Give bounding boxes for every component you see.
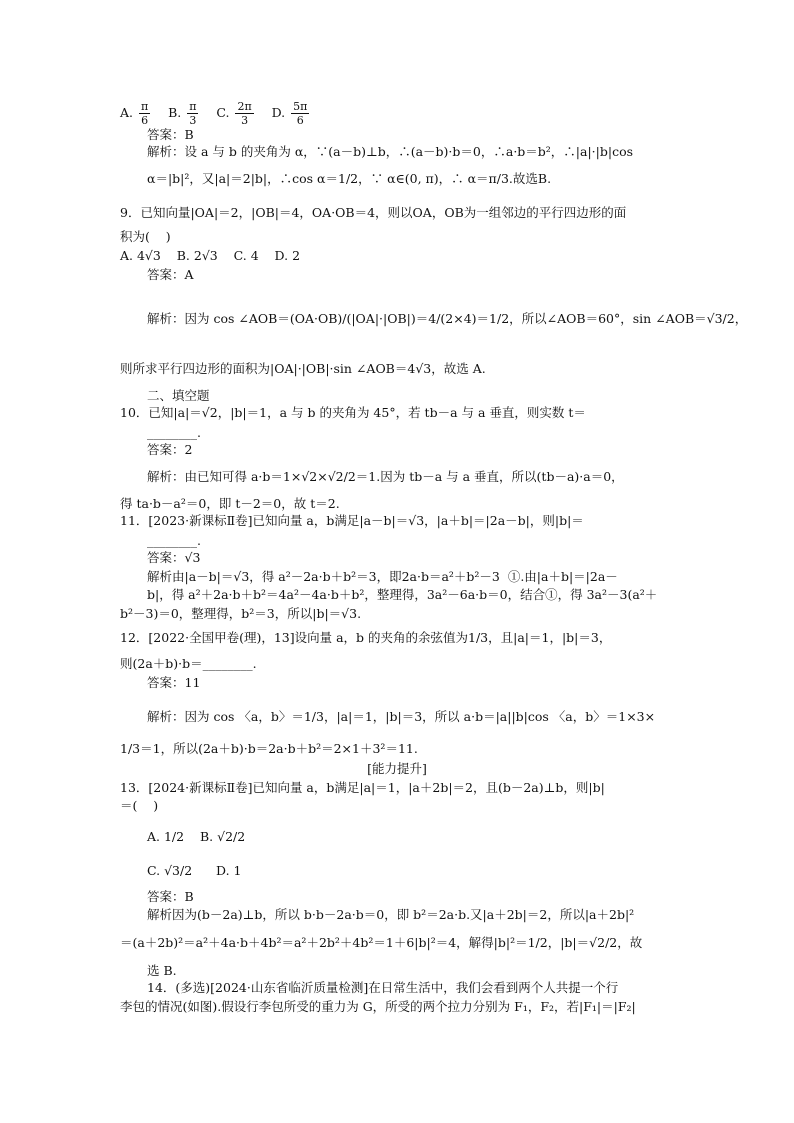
- text-line: b²－3)＝0，整理得，b²＝3，所以|b|＝√3.: [120, 606, 362, 621]
- text-line: A. 1/2 B. √2/2: [147, 829, 246, 844]
- text-line: 则所求平行四边形的面积为|OA|·|OB|·sin ∠AOB＝4√3，故选 A.: [120, 361, 486, 376]
- text-line: ________.: [147, 533, 201, 548]
- text-line: b|，得 a²＋2a·b＋b²＝4a²－4a·b＋b²，整理得，3a²－6a·b＝0，结合①，得 3a²－3(a²＋: [147, 587, 658, 602]
- text-line: 13．[2024·新课标Ⅱ卷]已知向量 a，b满足|a|＝1，|a＋2b|＝2，且(b－2a)⊥b，则|b|: [120, 780, 605, 795]
- text-line: 答案：B: [147, 889, 194, 904]
- text-line: α＝|b|²，又|a|＝2|b|，∴cos α＝1/2，∵ α∈(0, π)，∴ α＝π/3.故选B.: [147, 171, 552, 186]
- text-line: ＝(a＋2b)²＝a²＋4a·b＋4b²＝a²＋2b²＋4b²＝1＋6|b|²＝4，解得|b|²＝1/2，|b|＝√2/2，故: [120, 935, 643, 950]
- text-line: 解析：设 a 与 b 的夹角为 α，∵(a－b)⊥b，∴(a－b)·b＝0，∴a·b＝b²，∴|a|·|b|cos: [147, 144, 634, 159]
- text-line: 10．已知|a|＝√2，|b|＝1，a 与 b 的夹角为 45°，若 tb－a 与 a 垂直，则实数 t＝: [120, 405, 586, 420]
- text-line: 9．已知向量|OA|＝2，|OB|＝4，OA·OB＝4，则以OA，OB为一组邻边的平行四边形的面: [120, 205, 627, 220]
- text-line: 二、填空题: [147, 388, 210, 403]
- text-line: 李包的情况(如图).假设行李包所受的重力为 G，所受的两个拉力分别为 F₁，F₂，若|F₁|＝|F₂|: [120, 999, 636, 1014]
- text-line: 解析：因为 cos ∠AOB＝(OA·OB)/(|OA|·|OB|)＝4/(2×4)＝1/2，所以∠AOB＝60°，sin ∠AOB＝√3/2，: [147, 311, 748, 326]
- text-line: 答案：11: [147, 675, 201, 690]
- text-line: 1/3＝1，所以(2a＋b)·b＝2a·b＋b²＝2×1＋3²＝11.: [120, 741, 418, 756]
- text-line: 14．(多选)[2024·山东省临沂质量检测]在日常生活中，我们会看到两个人共提一个行: [147, 980, 619, 995]
- text-line: 答案：√3: [147, 550, 201, 565]
- text-line: 解析由|a－b|＝√3，得 a²－2a·b＋b²＝3，即2a·b＝a²＋b²－3 ①.由|a＋b|＝|2a－: [147, 569, 618, 584]
- text-line: A. 4√3 B. 2√3 C. 4 D. 2: [120, 248, 301, 263]
- text-line: 积为( ): [120, 229, 171, 244]
- text-line: 12．[2022·全国甲卷(理)，13]设向量 a，b 的夹角的余弦值为1/3，且|a|＝1，|b|＝3，: [120, 630, 612, 645]
- text-line: 解析：因为 cos 〈a，b〉＝1/3，|a|＝1，|b|＝3，所以 a·b＝|a||b|cos 〈a，b〉＝1×3×: [147, 709, 656, 724]
- text-line: [能力提升]: [367, 761, 427, 776]
- text-line: 答案：B: [147, 127, 194, 142]
- text-line: C. √3/2 D. 1: [147, 863, 242, 878]
- text-line: 11．[2023·新课标Ⅱ卷]已知向量 a，b满足|a－b|＝√3，|a＋b|＝|2a－b|，则|b|＝: [120, 513, 584, 528]
- text-line: 答案：A: [147, 267, 194, 282]
- text-line: 解析因为(b－2a)⊥b，所以 b·b－2a·b＝0，即 b²＝2a·b.又|a＋2b|＝2，所以|a＋2b|²: [147, 907, 635, 922]
- text-line: 答案：2: [147, 442, 193, 457]
- text-line: 解析：由已知可得 a·b＝1×√2×√2/2＝1.因为 tb－a 与 a 垂直，所以(tb－a)·a＝0，: [147, 469, 624, 484]
- text-line: 得 ta·b－a²＝0，即 t－2＝0，故 t＝2.: [120, 496, 340, 511]
- text-line: ________.: [147, 425, 201, 440]
- text-line: 则(2a＋b)·b＝________.: [120, 656, 257, 671]
- q8-options: A. $\frac{\pi}{6}$ B. $\frac{\pi}{3}$ C. $\frac{2\pi}{3}$ D. $\frac{5\pi}{6}$: [120, 100, 308, 127]
- text-line: 选 B.: [147, 963, 177, 978]
- text-line: ＝( ): [120, 798, 159, 813]
